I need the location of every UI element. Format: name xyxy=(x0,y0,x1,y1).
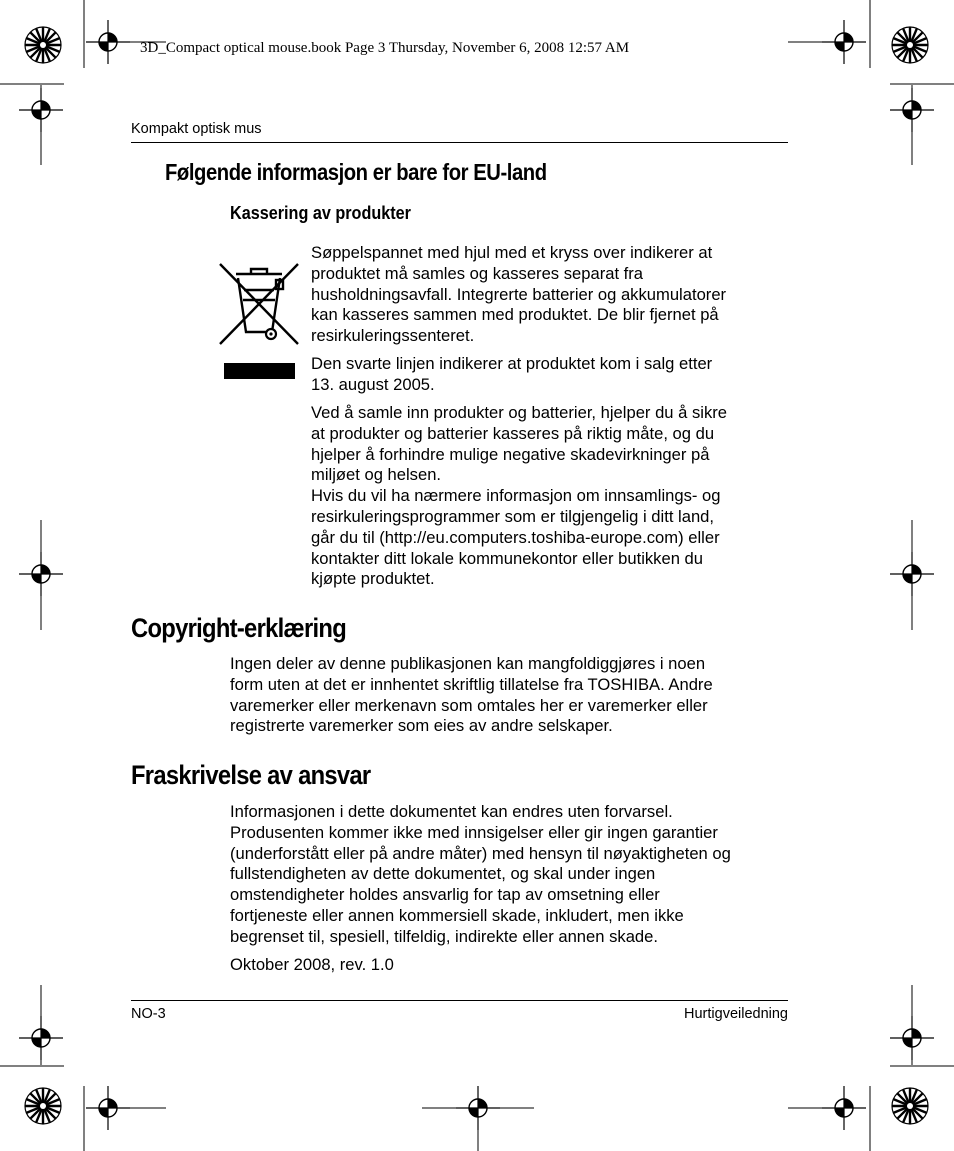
eu-section-heading: Følgende informasjon er bare for EU-land xyxy=(165,159,547,185)
date-bar xyxy=(224,363,295,379)
recycling-info: Ved å samle inn produkter og batterier, hjelper du å sikre at produkter og batterier kasseres på riktig måte, og du hjelper å forhindre mulige negative skadevirkninger på miljøet og helsen. Hvis du vil ha nærmere informasjon om innsamlings- og resirkuleringsprogrammer som er tilgjengelig i ditt land, går du til (http://eu.computers.toshiba-europe.com) eller kontakter ditt lokale kommunekontor eller butikken du kjøpte produktet. xyxy=(311,403,728,589)
disclaimer-heading: Fraskrivelse av ansvar xyxy=(131,760,371,790)
guide-title: Hurtigveiledning xyxy=(684,1006,788,1022)
bar-explanation: Den svarte linjen indikerer at produktet kom i salg etter 13. august 2005. xyxy=(311,354,713,394)
revision-note: Oktober 2008, rev. 1.0 xyxy=(230,955,394,974)
print-slug: 3D_Compact optical mouse.book Page 3 Thursday, November 6, 2008 12:57 AM xyxy=(140,40,630,56)
header-rule xyxy=(131,142,788,143)
running-title: Kompakt optisk mus xyxy=(131,121,262,137)
copyright-heading: Copyright-erklæring xyxy=(131,613,347,643)
disposal-subheading: Kassering av produkter xyxy=(230,203,411,223)
bin-explanation: Søppelspannet med hjul med et kryss over indikerer at produktet må samles og kasseres separat fra husholdningsavfall. Integrerte batterier og akkumulatorer kan kasseres sammen med produktet. De blir fjernet på resirkuleringssenteret. xyxy=(311,243,727,346)
disclaimer-text: Informasjonen i dette dokumentet kan endres uten forvarsel. Produsenten kommer ikke med innsigelser eller gir ingen garantier (underforstått eller på andre måter) med hensyn til nøyaktigheten og fullstendigheten av dette dokumentet, og skal under ingen omstendigheter holdes ansvarlig for tap av omsetning eller fortjeneste eller annen kommersiell skade, inkludert, men ikke begrenset til, spesiell, tilfeldig, indirekte eller annen skade. xyxy=(230,802,731,946)
footer-rule xyxy=(131,1000,788,1001)
copyright-text: Ingen deler av denne publikasjonen kan mangfoldiggjøres i noen form uten at det er innhentet skriftlig tillatelse fra TOSHIBA. Andre varemerker eller merkenavn som omtales her er varemerker eller registrerte varemerker som eies av andre selskaper. xyxy=(230,654,713,736)
page-number: NO-3 xyxy=(131,1006,166,1022)
crossed-out-wheelie-bin-icon xyxy=(218,260,300,350)
